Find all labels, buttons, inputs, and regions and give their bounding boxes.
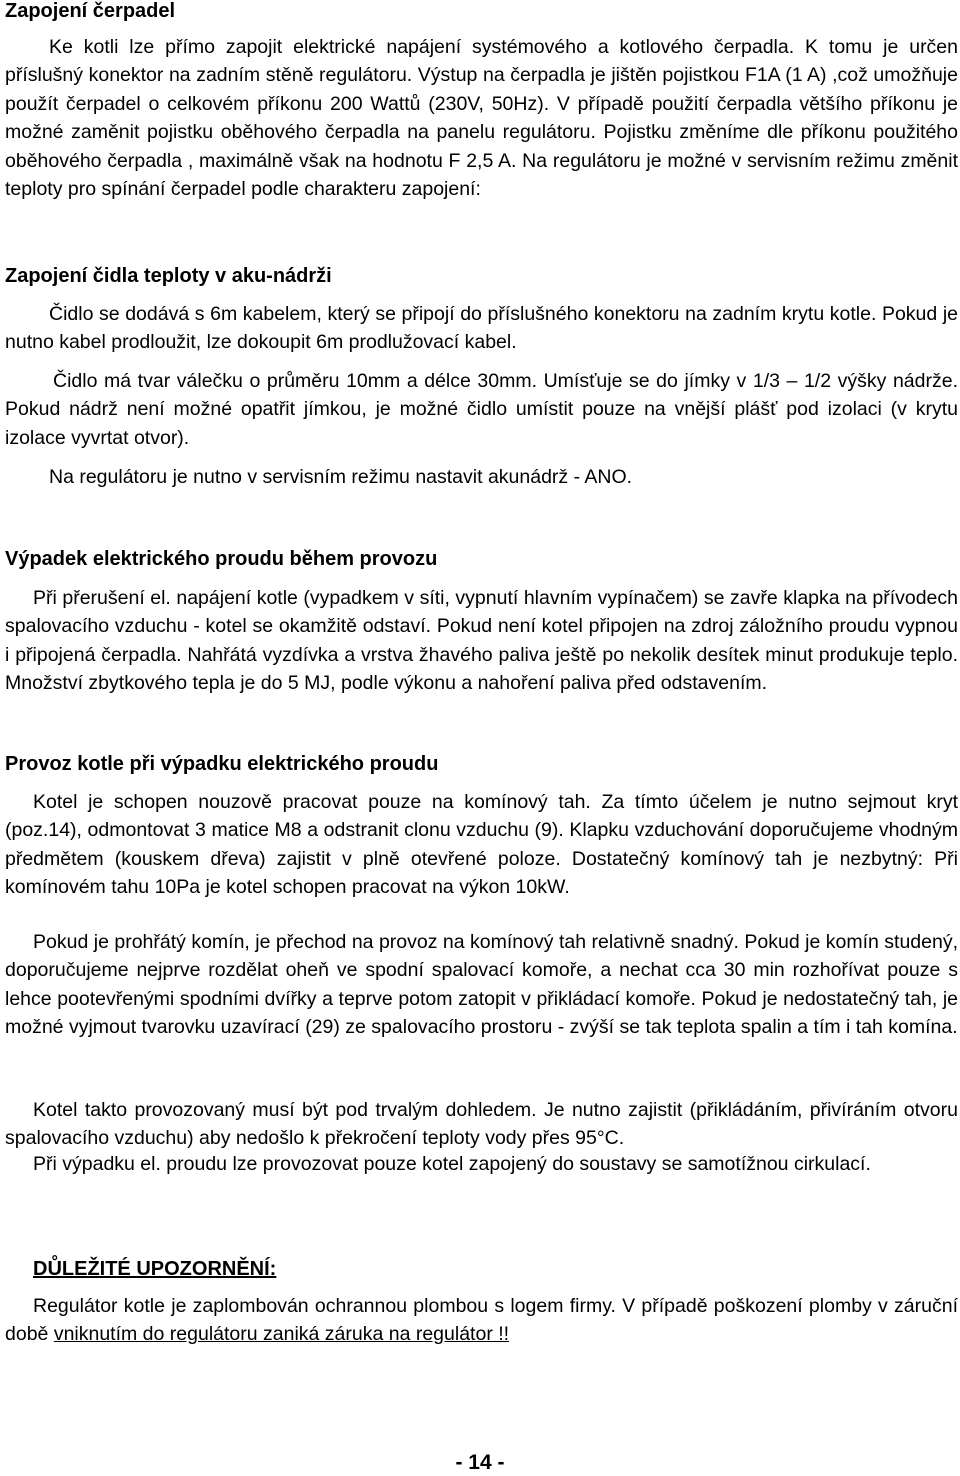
paragraph-sensor-1: Čidlo se dodává s 6m kabelem, který se připojí do příslušného konektoru na zadním krytu kotle. Pokud je nutno kabel prodloužit, lze dokoupit 6m prodlužovací kabel. [5,303,958,354]
paragraph-sensor-2: Čidlo má tvar válečku o průměru 10mm a délce 30mm. Umísťuje se do jímky v 1/3 – 1/2 výšky nádrže. Pokud nádrž není možné opatřit jímkou, je možné čidlo umístit pouze na vnější plášť pod izolaci (v krytu izolace vyvrtat otvor). [5,370,958,449]
paragraph-operation-3: Kotel takto provozovaný musí být pod trvalým dohledem. Je nutno zajistit (přikládáním, přivíráním otvoru spalovacího vzduchu) aby nedošlo k překročení teploty vody přes 95°C. [5,1099,958,1150]
heading-pumps: Zapojení čerpadel [5,0,176,22]
paragraph-operation-2: Pokud je prohřátý komín, je přechod na provoz na komínový tah relativně snadný. Pokud je komín studený, doporučujeme nejprve rozdělat oheň ve spodní spalovací komoře, a nechat cca 30 min rozhořívat pouze s lehce pootevřenými spodními dvířky a teprve potom zatopit v přikládací komoře. Pokud je nedostatečný tah, je možné vyjmout tvarovku uzavírací (29) ze spalovacího prostoru - zvýší se tak teplota spalin a tím i tah komína. [5,931,958,1039]
page-number: - 14 - [455,1451,505,1474]
paragraph-operation-1: Kotel je schopen nouzově pracovat pouze na komínový tah. Za tímto účelem je nutno sejmout kryt (poz.14), odmontovat 3 matice M8 a odstranit clonu vzduchu (9). Klapku vzduchování doporučujeme vhodným předmětem (kouskem dřeva) zajistit v plně otevřené poloze. Dostatečný komínový tah je nezbytný: Při komínovém tahu 10Pa je kotel schopen pracovat na výkon 10kW. [5,791,958,899]
paragraph-operation-4: Při výpadku el. proudu lze provozovat pouze kotel zapojený do soustavy se samotížnou cirkulací. [33,1153,871,1175]
paragraph-outage: Při přerušení el. napájení kotle (vypadkem v síti, vypnutí hlavním vypínačem) se zavře klapka na přívodech spalovacího vzduchu - kotel se okamžitě odstaví. Pokud není kotel připojen na zdroj záložního proudu vypnou i připojená čerpadla. Nahřátá vyzdívka a vrstva žhavého paliva ještě po nekolik desítek minut produkuje teplo. Množství zbytkového tepla je do 5 MJ, podle výkonu a nahoření paliva před odstavením. [5,587,958,695]
warning-text: Regulátor kotle je zaplombován ochrannou plombou s logem firmy. V případě poškození plomby v záruční době [5,1295,958,1346]
paragraph-sensor-3: Na regulátoru je nutno v servisním režimu nastavit akunádrž - ANO. [49,466,633,488]
heading-warning: DŮLEŽITÉ UPOZORNĚNÍ: [33,1258,277,1280]
warning-underlined-text: vniknutím do regulátoru zaniká záruka na regulátor !! [53,1323,510,1346]
paragraph-pumps: Ke kotli lze přímo zapojit elektrické napájení systémového a kotlového čerpadla. K tomu je určen příslušný konektor na zadním stěně regulátoru. Výstup na čerpadla je jištěn pojistkou F1A (1 A) ,což umožňuje použít čerpadel o celkovém příkonu 200 Wattů (230V, 50Hz). V případě použití čerpadla většího příkonu je možné zaměnit pojistku oběhového čerpadla na panelu regulátoru. Pojistku změníme dle příkonu použitého oběhového čerpadla , maximálně však na hodnotu F 2,5 A. Na regulátoru je možné v servisním režimu změnit teploty pro spínání čerpadel podle charakteru zapojení: [5,36,958,201]
heading-operation: Provoz kotle při výpadku elektrického proudu [5,753,439,775]
paragraph-warning [5,1292,958,1349]
heading-outage: Výpadek elektrického proudu během provozu [5,548,438,570]
heading-sensor: Zapojení čidla teploty v aku-nádrži [5,265,332,287]
